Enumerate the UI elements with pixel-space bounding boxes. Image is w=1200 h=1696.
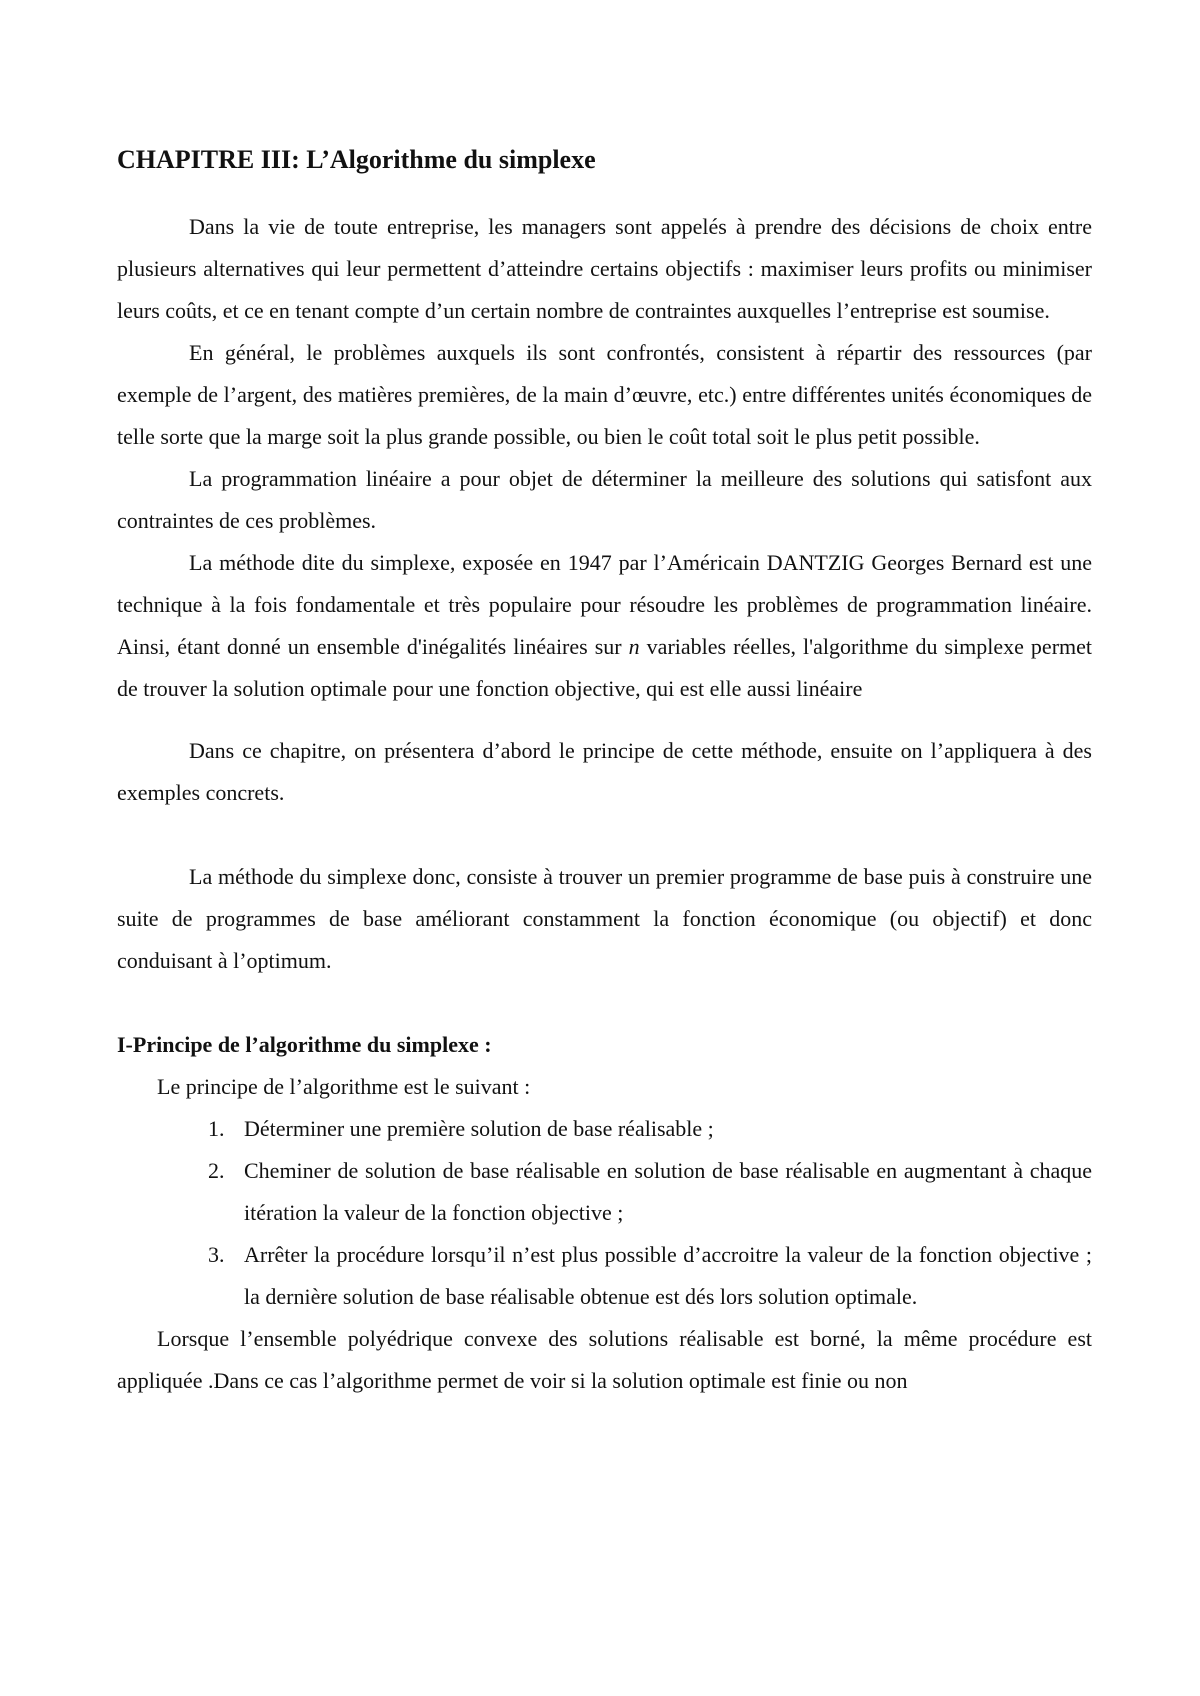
intro-paragraph-1: Dans la vie de toute entreprise, les managers sont appelés à prendre des décisions de choix entre plusieurs alternatives qui leur permettent d’atteindre certains objectifs : maximiser leurs profits ou minimiser leurs coûts, et ce en tenant compte d’un certain nombre de contraintes auxquelles l’entreprise est soumise. <box>117 214 1092 323</box>
page-content <box>117 140 1092 1402</box>
paragraph-4-text-start: La méthode dite du simplexe, exposée en 1947 par l’Américain DANTZIG Georges Bernard est une technique à la fois fondamentale et très populaire pour résoudre les problèmes de programmation linéaire. Ainsi, étant donné un ensemble d'inégalités linéaires sur <box>117 550 1092 659</box>
spacer <box>117 710 1092 730</box>
spacer <box>117 814 1092 856</box>
list-item: 3. Arrêter la procédure lorsqu’il n’est plus possible d’accroitre la valeur de la fonction objective ; la dernière solution de base réalisable obtenue est dés lors solution optimale. <box>230 1234 1092 1318</box>
paragraph-4-text-end: variables réelles, l'algorithme du simplexe permet de trouver la solution optimale pour une fonction objective, qui est elle aussi linéaire <box>117 634 1093 701</box>
chapter-title: CHAPITRE III: L’Algorithme du simplexe <box>117 145 596 174</box>
intro-paragraph-3: La programmation linéaire a pour objet de déterminer la meilleure des solutions qui satisfont aux contraintes de ces problèmes. <box>117 466 1092 533</box>
variable-n: n <box>628 634 640 659</box>
intro-paragraph-4 <box>117 542 1092 710</box>
section-lead-in: Le principe de l’algorithme est le suivant : <box>157 1074 531 1099</box>
intro-paragraph-6: La méthode du simplexe donc, consiste à trouver un premier programme de base puis à construire une suite de programmes de base améliorant constamment la fonction économique (ou objectif) et donc conduisant à l’optimum. <box>117 864 1092 973</box>
spacer <box>117 982 1092 1024</box>
section-title-principe: I-Principe de l’algorithme du simplexe : <box>117 1032 492 1057</box>
intro-paragraph-5: Dans ce chapitre, on présentera d’abord le principe de cette méthode, ensuite on l’appliquera à des exemples concrets. <box>117 738 1092 805</box>
closing-paragraph: Lorsque l’ensemble polyédrique convexe des solutions réalisable est borné, la même procédure est appliquée .Dans ce cas l’algorithme permet de voir si la solution optimale est finie ou non <box>117 1326 1092 1393</box>
list-item: 1. Déterminer une première solution de base réalisable ; <box>230 1108 1092 1150</box>
intro-paragraph-2: En général, le problèmes auxquels ils sont confrontés, consistent à répartir des ressources (par exemple de l’argent, des matières premières, de la main d’œuvre, etc.) entre différentes unités économiques de telle sorte que la marge soit la plus grande possible, ou bien le coût total soit le plus petit possible. <box>117 340 1092 449</box>
list-item: 2. Cheminer de solution de base réalisable en solution de base réalisable en augmentant à chaque itération la valeur de la fonction objective ; <box>230 1150 1092 1234</box>
steps-list <box>117 1108 1092 1318</box>
